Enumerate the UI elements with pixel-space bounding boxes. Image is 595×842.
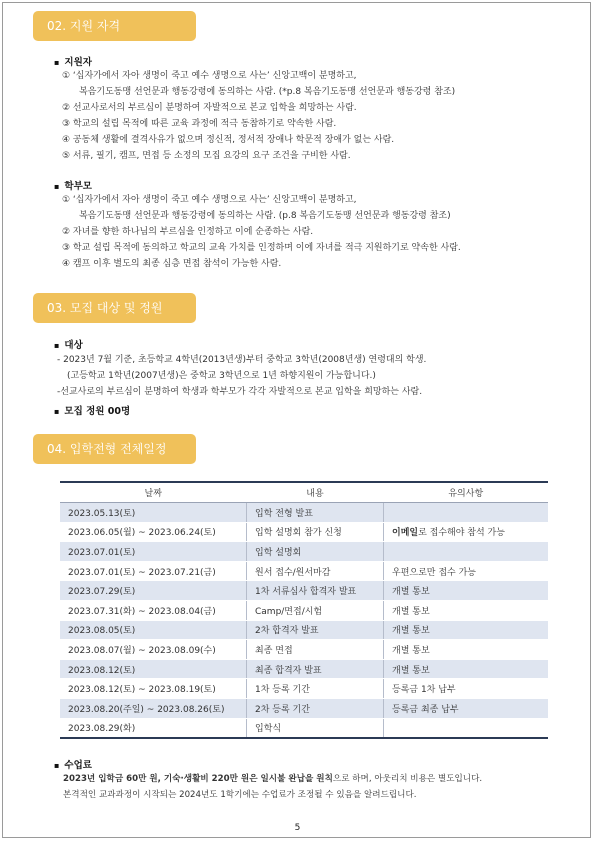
table-row [60,640,548,660]
table-row [60,561,548,581]
content-cell: 입학 설명회 [247,542,384,562]
content-cell: 최종 합격자 발표 [247,659,384,679]
note-cell: 개별 통보 [384,620,549,640]
table-row [60,581,548,601]
table-row [60,620,548,640]
table-row [60,600,548,620]
tuition-bold: 2023년 입학금 60만 원, 기숙·생활비 220만 원은 일시불 완납을 원칙 [63,774,333,784]
table-row [60,659,548,679]
schedule-table [60,481,548,739]
note-cell [384,542,549,562]
header-content: 내용 [247,482,384,503]
note-cell: 개별 통보 [384,600,549,620]
note-cell: 개별 통보 [384,659,549,679]
parent-heading: ▪ 학부모 [54,178,92,192]
note-cell: 등록금 1차 납부 [384,679,549,699]
table-row [60,522,548,542]
header-date: 날짜 [60,482,247,503]
date-cell: 2023.08.12(토) ~ 2023.08.19(토) [60,679,247,699]
content-cell: 1차 등록 기간 [247,679,384,699]
content-cell: 원서 접수/원서마감 [247,561,384,581]
parent-line: ① ‘십자가에서 자아 생명이 죽고 예수 생명으로 사는’ 신앙고백이 분명하고, [62,195,357,205]
note-cell [384,522,549,542]
note-cell [384,718,549,738]
content-cell: 최종 면접 [247,640,384,660]
date-cell: 2023.08.07(월) ~ 2023.08.09(수) [60,640,247,660]
content-cell: Camp/면접/시험 [247,600,384,620]
table-row [60,679,548,699]
content-cell: 2차 등록 기간 [247,698,384,718]
content-cell: 2차 합격자 발표 [247,620,384,640]
section-heading-qualification: 02. 지원 자격 [33,11,196,41]
page-number: 5 [294,823,301,833]
date-cell: 2023.06.05(월) ~ 2023.06.24(토) [60,522,247,542]
quota-text: ▪ 모집 정원 00명 [54,403,130,417]
note-cell: 개별 통보 [384,640,549,660]
note-cell: 등록금 최종 납부 [384,698,549,718]
table-row [60,698,548,718]
target-line: (고등학교 1학년(2007년생)은 중학교 3학년으로 1년 하향지원이 가능합니다.) [67,371,376,381]
applicant-line: 복음기도동맹 선언문과 행동강령에 동의하는 사람. (*p.8 복음기도동맹 선언문과 행동강령 참조) [79,87,456,97]
content-cell: 입학 전형 발표 [247,503,384,523]
parent-line: ③ 학교 설립 목적에 동의하고 학교의 교육 가치를 인정하며 이에 자녀를 적극 지원하기로 약속한 사람. [62,243,461,253]
date-cell: 2023.08.20(주일) ~ 2023.08.26(토) [60,698,247,718]
parent-line: 복음기도동맹 선언문과 행동강령에 동의하는 사람. (p.8 복음기도동맹 선언문과 행동강령 참조) [79,211,451,221]
header-note: 유의사항 [384,482,549,503]
tuition-heading: ▪ 수업료 [54,757,92,771]
tuition-line-2: 본격적인 교과과정이 시작되는 2024년도 1학기에는 수업료가 조정될 수 있음을 알려드립니다. [63,790,417,800]
date-cell: 2023.08.05(토) [60,620,247,640]
applicant-line: ④ 공동체 생활에 결격사유가 없으며 정신적, 정서적 장애나 학문적 장애가 없는 사람. [62,135,395,145]
applicant-line: ③ 학교의 설립 목적에 따른 교육 과정에 적극 동참하기로 약속한 사람. [62,119,337,129]
applicant-line: ① ‘십자가에서 자아 생명이 죽고 예수 생명으로 사는’ 신앙고백이 분명하고, [62,71,357,81]
content-cell: 입학식 [247,718,384,738]
note-bold: 이메일 [392,528,419,539]
parent-line: ④ 캠프 이후 별도의 최종 심층 면접 참석이 가능한 사람. [62,259,282,269]
content-cell: 1차 서류심사 합격자 발표 [247,581,384,601]
target-heading: ▪ 대상 [54,337,83,351]
note-cell: 개별 통보 [384,581,549,601]
date-cell: 2023.07.01(토) ~ 2023.07.21(금) [60,561,247,581]
target-line: - 2023년 7월 기준, 초등학교 4학년(2013년생)부터 중학교 3학년(2008년생) 연령대의 학생. [57,355,427,365]
target-line: -선교사로의 부르심이 분명하여 학생과 학부모가 각각 자발적으로 본교 입학을 희망하는 사람. [57,387,423,397]
note-cell [384,503,549,523]
parent-line: ② 자녀를 향한 하나님의 부르심을 인정하고 이에 순종하는 사람. [62,227,314,237]
date-cell: 2023.07.01(토) [60,542,247,562]
section-heading-schedule: 04. 입학전형 전체일정 [33,434,196,464]
date-cell: 2023.08.12(토) [60,659,247,679]
note-text: 로 접수해야 참석 가능 [418,528,505,539]
date-cell: 2023.07.31(화) ~ 2023.08.04(금) [60,600,247,620]
content-cell: 입학 설명회 참가 신청 [247,522,384,542]
date-cell: 2023.07.29(토) [60,581,247,601]
applicant-line: ⑤ 서류, 필기, 캠프, 면접 등 소정의 모집 요강의 요구 조건을 구비한 사람. [62,151,351,161]
tuition-rest: 으로 하며, 아웃리치 비용은 별도입니다. [332,774,483,784]
table-row [60,718,548,738]
section-heading-target: 03. 모집 대상 및 정원 [33,293,196,323]
table-row [60,542,548,562]
date-cell: 2023.08.29(화) [60,718,247,738]
applicant-heading: ▪ 지원자 [54,54,92,68]
schedule-header-row [60,482,548,503]
note-cell: 우편으로만 접수 가능 [384,561,549,581]
table-row [60,503,548,523]
tuition-line-1 [63,772,482,784]
applicant-line: ② 선교사로서의 부르심이 분명하여 자발적으로 본교 입학을 희망하는 사람. [62,103,357,113]
date-cell: 2023.05.13(토) [60,503,247,523]
